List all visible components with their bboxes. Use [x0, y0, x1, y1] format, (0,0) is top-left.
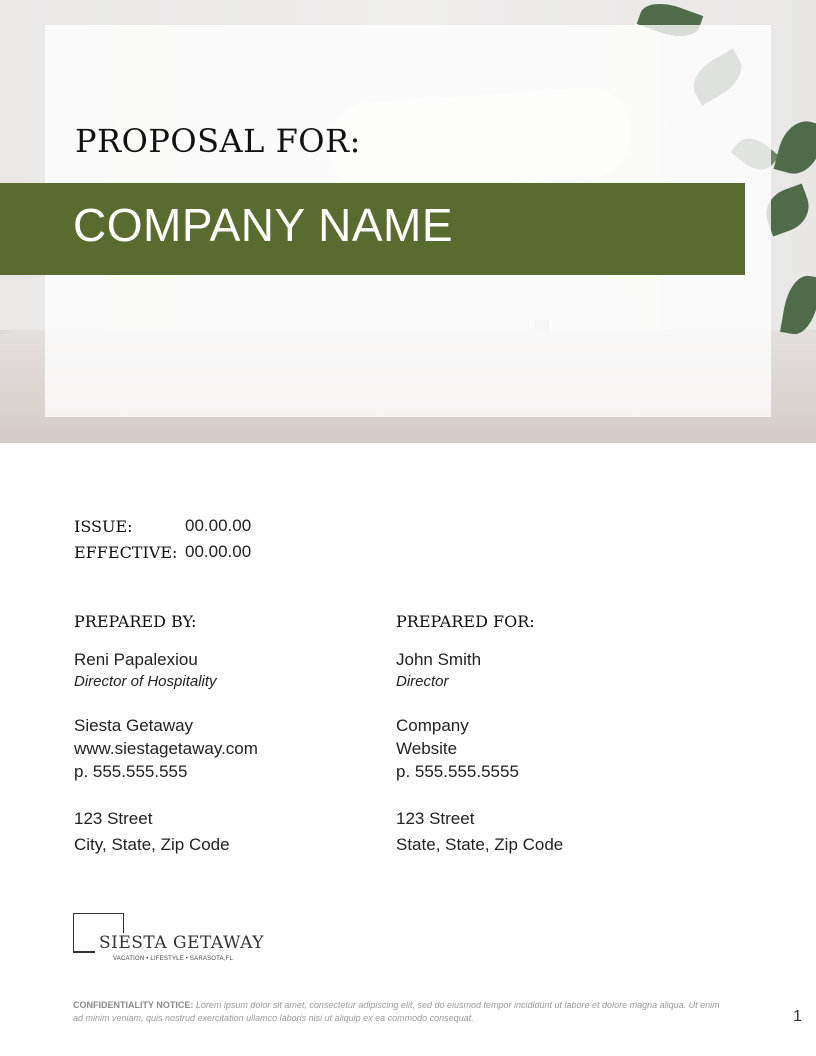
issue-value: 00.00.00 [185, 516, 252, 535]
prepared-by-column [74, 612, 374, 856]
logo-frame-base [73, 951, 95, 953]
issue-label: ISSUE: [74, 516, 133, 536]
recipient-website: Website [396, 739, 458, 758]
recipient-phone: p. 555.555.5555 [396, 762, 519, 781]
confidentiality-label: CONFIDENTIALITY NOTICE: [73, 1000, 194, 1010]
confidentiality-text: Lorem ipsum dolor sit amet, consectetur adipiscing elit, sed do eiusmod tempor incididunt ut labore et dolore magna aliqua. Ut enim ad minim veniam, quis nostrud exercitation ullamco laboris nisi ut aliquip ex ea commodo consequat. [73, 1000, 720, 1023]
company-name-title: COMPANY NAME [73, 199, 454, 251]
logo-name: SIESTA GETAWAY [99, 933, 264, 953]
preparer-phone: p. 555.555.555 [74, 762, 188, 781]
prepared-for-column [396, 612, 696, 856]
company-logo [73, 913, 273, 968]
recipient-name: John Smith [396, 650, 482, 669]
effective-label: EFFECTIVE: [74, 542, 178, 562]
recipient-city: State, State, Zip Code [396, 835, 564, 854]
recipient-company: Company [396, 716, 469, 735]
logo-tagline: VACATION • LIFESTYLE • SARASOTA,FL [113, 956, 234, 962]
preparer-street: 123 Street [74, 809, 153, 828]
effective-row [74, 539, 251, 565]
preparer-name: Reni Papalexiou [74, 650, 198, 669]
recipient-title: Director [396, 673, 449, 690]
preparer-title: Director of Hospitality [74, 673, 217, 690]
preparer-city: City, State, Zip Code [74, 835, 230, 854]
issue-row [74, 513, 251, 539]
prepared-by-heading: PREPARED BY: [74, 612, 197, 631]
date-block [74, 513, 251, 565]
recipient-street: 123 Street [396, 809, 475, 828]
confidentiality-notice [73, 999, 723, 1025]
preparer-website: www.siestagetaway.com [74, 739, 258, 758]
effective-value: 00.00.00 [185, 542, 252, 561]
prepared-for-heading: PREPARED FOR: [396, 612, 535, 631]
proposal-for-heading: PROPOSAL FOR: [75, 122, 361, 160]
preparer-company: Siesta Getaway [74, 716, 194, 735]
page-number: 1 [793, 1008, 802, 1025]
